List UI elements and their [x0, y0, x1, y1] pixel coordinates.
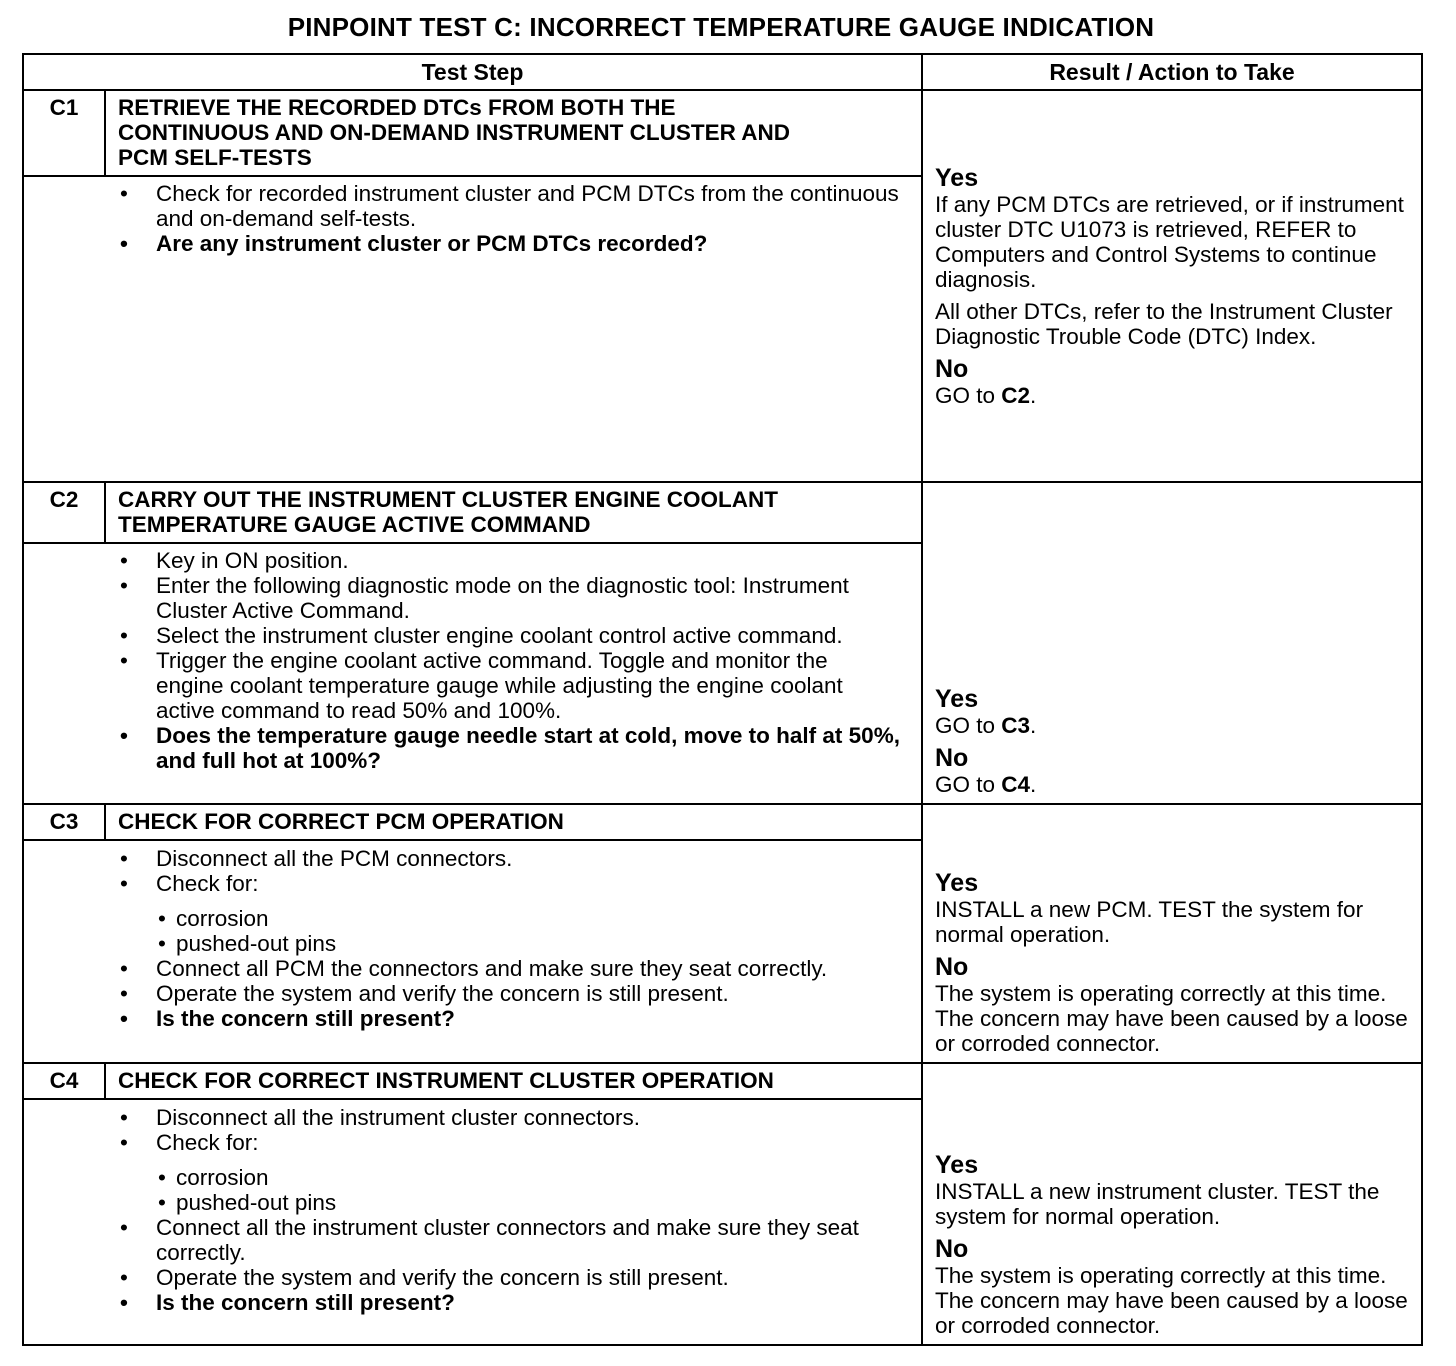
step-title-line: CHECK FOR CORRECT PCM OPERATION	[118, 809, 564, 834]
no-text: The system is operating correctly at this time. The concern may have been caused by a loose or corroded connector.	[935, 981, 1408, 1056]
bullet-item: • Check for:	[120, 1130, 259, 1155]
sub-bullet-icon: •	[158, 1165, 166, 1190]
step-title	[106, 483, 921, 544]
bullet-icon: •	[120, 1130, 128, 1155]
bullet-icon: •	[120, 181, 128, 206]
bullet-item: • Operate the system and verify the concern is still present.	[120, 981, 729, 1006]
bullet-icon: •	[120, 956, 128, 981]
result-cell	[923, 805, 1421, 1062]
step-row-c3	[24, 805, 1421, 1064]
column-header-result: Result / Action to Take	[923, 55, 1421, 91]
bullet-item: • Check for recorded instrument cluster and PCM DTCs from the continuous and on-demand self-tests.	[120, 181, 899, 231]
step-reference: C4	[1001, 772, 1031, 797]
bullet-item: • Operate the system and verify the concern is still present.	[120, 1265, 729, 1290]
step-reference: C2	[1001, 382, 1031, 408]
step-title	[106, 805, 921, 841]
result-cell	[923, 91, 1421, 481]
no-label: No	[935, 953, 969, 981]
test-step-cell	[24, 91, 923, 481]
bullet-item: • Disconnect all the instrument cluster connectors.	[120, 1105, 640, 1130]
step-title	[106, 91, 921, 177]
sub-item: • pushed-out pins	[158, 931, 337, 956]
sub-item: • pushed-out pins	[158, 1190, 337, 1215]
bullet-question: • Is the concern still present?	[120, 1290, 455, 1315]
bullet-icon: •	[120, 1290, 128, 1315]
no-label: No	[935, 744, 969, 772]
bullet-icon: •	[120, 648, 128, 673]
yes-text: GO to C3.	[935, 713, 1037, 738]
yes-label: Yes	[935, 869, 979, 897]
bullet-question: • Are any instrument cluster or PCM DTCs recorded?	[120, 231, 708, 256]
step-reference: C3	[1001, 713, 1031, 738]
result-cell	[923, 483, 1421, 803]
bullet-icon: •	[120, 573, 128, 598]
no-text: The system is operating correctly at this time. The concern may have been caused by a loose or corroded connector.	[935, 1263, 1408, 1338]
step-id: C3	[24, 805, 106, 841]
step-title-line: TEMPERATURE GAUGE ACTIVE COMMAND	[118, 512, 591, 537]
bullet-icon: •	[120, 623, 128, 648]
step-title	[106, 1064, 921, 1100]
no-text: GO to C2.	[935, 382, 1037, 408]
sub-bullet-icon: •	[158, 1190, 166, 1215]
sub-bullet-icon: •	[158, 906, 166, 931]
yes-text-extra: All other DTCs, refer to the Instrument Cluster Diagnostic Trouble Code (DTC) Index.	[935, 298, 1393, 349]
no-label: No	[935, 1235, 969, 1263]
step-title-line: RETRIEVE THE RECORDED DTCs FROM BOTH THE	[118, 95, 676, 120]
step-row-c2	[24, 483, 1421, 805]
bullet-icon: •	[120, 548, 128, 573]
test-step-cell	[24, 1064, 923, 1344]
no-label: No	[935, 354, 969, 383]
sub-item: • corrosion	[158, 906, 269, 931]
bullet-item: • Connect all PCM the connectors and make sure they seat correctly.	[120, 956, 828, 981]
bullet-item: • Trigger the engine coolant active command. Toggle and monitor the engine coolant temperature gauge while adjusting the engine coolant active command to read 50% and 100%.	[120, 648, 843, 723]
bullet-icon: •	[120, 1105, 128, 1130]
step-id: C2	[24, 483, 106, 544]
yes-text: If any PCM DTCs are retrieved, or if instrument cluster DTC U1073 is retrieved, REFER to Computers and Control Systems to continue diagnosis.	[935, 191, 1404, 292]
step-bullets	[116, 1105, 901, 1315]
yes-label: Yes	[935, 1151, 979, 1179]
yes-label: Yes	[935, 685, 979, 713]
bullet-icon: •	[120, 1006, 128, 1031]
step-title-line: CONTINUOUS AND ON-DEMAND INSTRUMENT CLUSTER AND	[118, 120, 791, 145]
step-id: C1	[24, 91, 106, 177]
bullet-item: • Enter the following diagnostic mode on the diagnostic tool: Instrument Cluster Active Command.	[120, 573, 849, 623]
step-bullets	[116, 181, 901, 256]
bullet-item: • Key in ON position.	[120, 548, 349, 573]
bullet-icon: •	[120, 1215, 128, 1240]
sub-item: • corrosion	[158, 1165, 269, 1190]
step-bullets	[116, 548, 901, 773]
bullet-icon: •	[120, 723, 128, 748]
yes-text: INSTALL a new PCM. TEST the system for normal operation.	[935, 897, 1364, 947]
step-row-c4	[24, 1064, 1421, 1344]
yes-text: INSTALL a new instrument cluster. TEST the system for normal operation.	[935, 1179, 1380, 1229]
step-title-line: CARRY OUT THE INSTRUMENT CLUSTER ENGINE COOLANT	[118, 487, 779, 512]
bullet-item: • Connect all the instrument cluster connectors and make sure they seat correctly.	[120, 1215, 859, 1265]
step-bullets	[116, 846, 901, 1031]
test-step-cell	[24, 805, 923, 1062]
bullet-icon: •	[120, 981, 128, 1006]
step-row-c1	[24, 91, 1421, 483]
result-cell	[923, 1064, 1421, 1344]
page-title: PINPOINT TEST C: INCORRECT TEMPERATURE GAUGE INDICATION	[287, 12, 1155, 42]
test-step-cell	[24, 483, 923, 803]
bullet-item: • Disconnect all the PCM connectors.	[120, 846, 513, 871]
bullet-icon: •	[120, 231, 128, 256]
bullet-question: • Does the temperature gauge needle start at cold, move to half at 50%, and full hot at 100%?	[120, 723, 900, 773]
bullet-icon: •	[120, 871, 128, 896]
column-header-test-step: Test Step	[24, 55, 923, 91]
bullet-item: • Select the instrument cluster engine coolant control active command.	[120, 623, 843, 648]
no-text: GO to C4.	[935, 772, 1037, 797]
bullet-question: • Is the concern still present?	[120, 1006, 455, 1031]
step-title-line: CHECK FOR CORRECT INSTRUMENT CLUSTER OPERATION	[118, 1068, 774, 1093]
step-title-line: PCM SELF-TESTS	[118, 145, 312, 170]
step-id: C4	[24, 1064, 106, 1100]
yes-label: Yes	[935, 163, 979, 192]
bullet-item: • Check for:	[120, 871, 259, 896]
bullet-icon: •	[120, 1265, 128, 1290]
sub-bullet-icon: •	[158, 931, 166, 956]
bullet-icon: •	[120, 846, 128, 871]
pinpoint-test-table	[22, 53, 1423, 1346]
